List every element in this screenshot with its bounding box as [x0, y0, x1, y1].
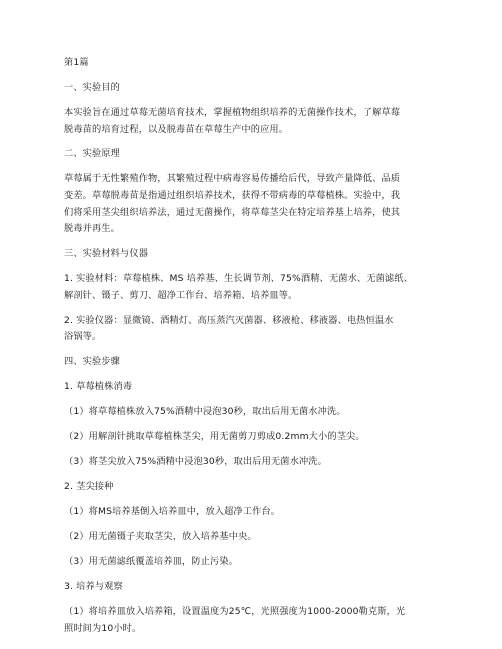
- part-title: 第1篇: [64, 57, 89, 68]
- substep-line: （2）用无菌镊子夹取茎尖，放入培养基中央。: [64, 531, 257, 542]
- step-title: 3. 培养与观察: [64, 581, 123, 592]
- list-item-line: 解剖针、镊子、剪刀、超净工作台、培养箱、培养皿等。: [64, 290, 298, 301]
- paragraph-line: 本实验旨在通过草莓无菌培育技术，掌握植物组织培养的无菌操作技术，了解草莓: [64, 107, 401, 118]
- paragraph-line: 们将采用茎尖组织培养法，通过无菌操作，将草莓茎尖在特定培养基上培养，使其: [64, 207, 401, 218]
- list-item-line: 1. 实验材料：草莓植株、MS 培养基、生长调节剂、75%酒精、无菌水、无菌滤纸、: [64, 273, 413, 284]
- paragraph-line: 脱毒苗的培育过程，以及脱毒苗在草莓生产中的应用。: [64, 124, 289, 135]
- section-heading: 三、实验材料与仪器: [64, 248, 149, 259]
- list-item-line: 2. 实验仪器：显微镜、酒精灯、高压蒸汽灭菌器、移液枪、移液器、电热恒温水: [64, 315, 394, 326]
- paragraph-line: 变差。草莓脱毒苗是指通过组织培养技术，获得不带病毒的草莓植株。实验中，我: [64, 190, 401, 201]
- section-heading: 二、实验原理: [64, 148, 121, 159]
- section-heading: 一、实验目的: [64, 82, 121, 93]
- substep-line: （1）将草莓植株放入75%酒精中浸泡30秒，取出后用无菌水冲洗。: [64, 406, 346, 417]
- substep-line: 照时间为10小时。: [64, 623, 142, 634]
- section-heading: 四、实验步骤: [64, 356, 121, 367]
- step-title: 2. 茎尖接种: [64, 481, 114, 492]
- paragraph-line: 脱毒并再生。: [64, 223, 121, 234]
- substep-line: （3）将茎尖放入75%酒精中浸泡30秒，取出后用无菌水冲洗。: [64, 456, 327, 467]
- list-item-line: 浴锅等。: [64, 331, 102, 342]
- paragraph-line: 草莓属于无性繁殖作物，其繁殖过程中病毒容易传播给后代，导致产量降低、品质: [64, 173, 401, 184]
- substep-line: （1）将MS培养基倒入培养皿中，放入超净工作台。: [64, 506, 281, 517]
- substep-line: （2）用解剖针挑取草莓植株茎尖，用无菌剪刀剪成0.2mm大小的茎尖。: [64, 431, 365, 442]
- step-title: 1. 草莓植株消毒: [64, 381, 133, 392]
- substep-line: （1）将培养皿放入培养箱，设置温度为25℃，光照强度为1000-2000勒克斯，光: [64, 606, 406, 617]
- substep-line: （3）用无菌滤纸覆盖培养皿，防止污染。: [64, 556, 239, 567]
